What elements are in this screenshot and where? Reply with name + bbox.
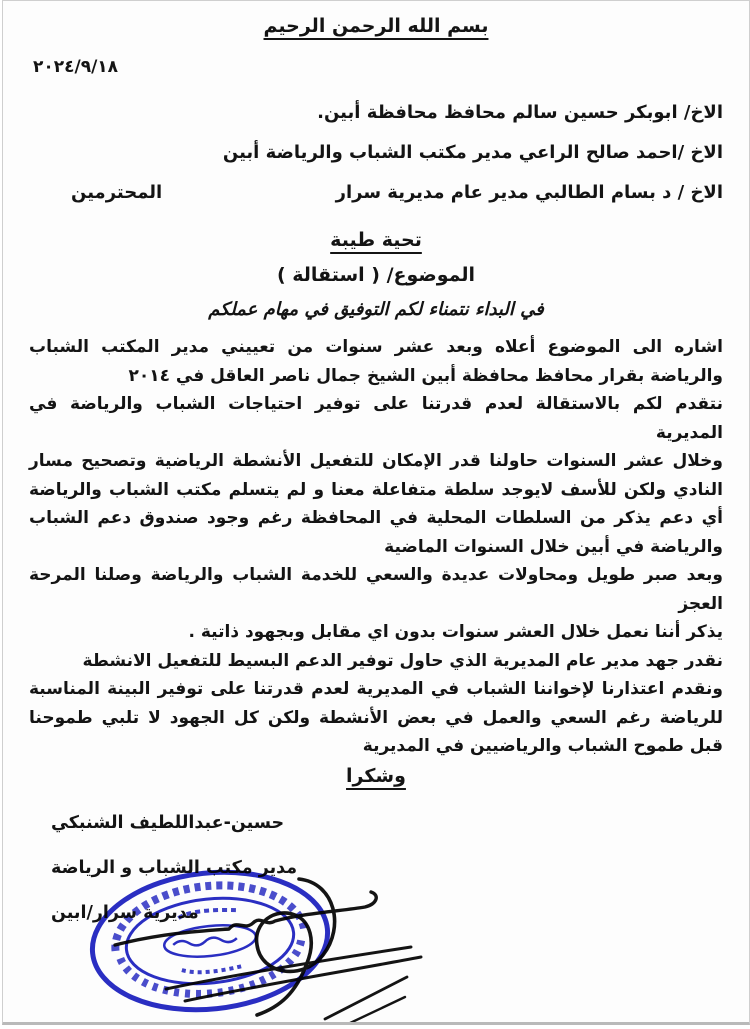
addressee-list [29, 93, 723, 213]
body-paragraph: يذكر أننا نعمل خلال العشر سنوات بدون اي مقابل وبجهود ذاتية . [188, 622, 723, 642]
body-paragraph: اشاره الى الموضوع أعلاه وبعد عشر سنوات من تعييني مدير المكتب الشباب والرياضة بقرار محافظ محافظة أبين الشيخ جمال ناصر العاقل في ٢٠١٤ [29, 337, 723, 386]
resignation-letter-page [2, 0, 750, 1025]
subject-line: الموضوع/ ( استقالة ) [276, 264, 476, 286]
honorific-label: المحترمين [71, 182, 163, 203]
bismillah-heading: بسم الله الرحمن الرحيم [263, 15, 489, 37]
signature-block [29, 801, 723, 936]
body-paragraph: وبعد صبر طويل ومحاولات عديدة والسعي للخدمة الشباب والرياضة وصلنا المرحة العجز [29, 565, 723, 614]
addressee-line [29, 173, 723, 213]
letter-body [29, 333, 723, 761]
body-paragraph: ونقدم اعتذارنا لإخواننا الشباب في المديرية لعدم قدرتنا على توفير البينة المناسبة للرياضة رغم السعي والعمل في بعض الأنشطة ولكن كل الجهود لا تلبي طموحنا قبل طموح الشباب والرياضيين في المديرية [29, 679, 723, 756]
letter-date-value: ٢٠٢٤/٩/١٨ [33, 57, 119, 77]
body-paragraph: نتقدم لكم بالاستقالة لعدم قدرتنا على توفير احتياجات الشباب والرياضة في المديرية [29, 394, 723, 443]
signatory-name: حسين-عبداللطيف الشنبكي [51, 812, 285, 833]
opening-wish-line: في البداء نتمناء لكم التوفيق في مهام عملكم [208, 299, 544, 320]
closing-thanks: وشكرا [346, 764, 406, 787]
body-paragraph: وخلال عشر السنوات حاولنا قدر الإمكان للتفعيل الأنشطة الرياضية وتصحيح مسار النادي ولكن للأسف لايوجد سلطة متفاعلة معنا و لم يتسلم مكتب الشباب والرياضة أي دعم يذكر من السلطات المحلية في المحافظة رغم وجود صندوق دعم الشباب والرياضة في أبين خلال السنوات الماضية [29, 451, 723, 557]
greeting-heading: تحية طيبة [330, 229, 422, 251]
signatory-location: مديرية سرار/ابين [51, 902, 199, 923]
body-paragraph: نقدر جهد مدير عام المديرية الذي حاول توفير الدعم البسيط للتفعيل الانشطة [82, 650, 723, 671]
addressee-line: الاخ /احمد صالح الراعي مدير مكتب الشباب والرياضة أبين [222, 142, 723, 163]
addressee-line: الاخ/ ابوبكر حسين سالم محافظ محافظة أبين. [317, 102, 723, 123]
letter-date [29, 57, 723, 77]
addressee-text: الاخ / د بسام الطالبي مدير عام مديرية سرار [335, 182, 723, 203]
signatory-title: مدير مكتب الشباب و الرياضة [51, 857, 298, 878]
